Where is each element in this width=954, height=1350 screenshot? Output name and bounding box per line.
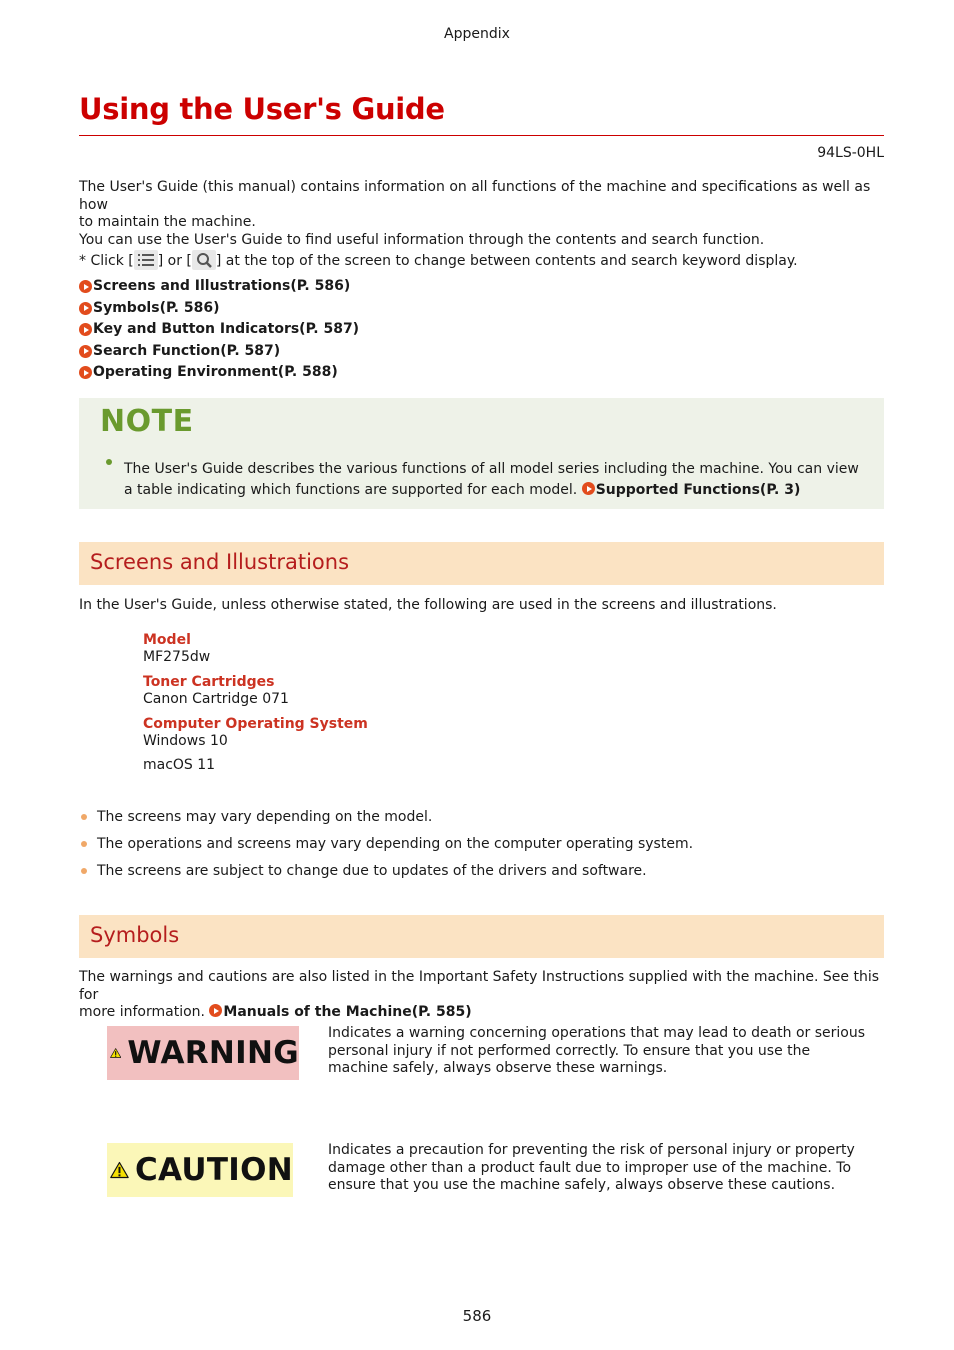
section-heading-symbols: Symbols — [90, 923, 180, 947]
note-bullet-dot — [106, 459, 112, 465]
list-icon — [134, 250, 158, 270]
section-heading-screens: Screens and Illustrations — [90, 550, 350, 574]
click-text-a: * Click [ — [79, 253, 134, 269]
note-body: The User's Guide describes the various functions of all model series including the machine. You can view a table indicating which functions are supported for each model. — [124, 461, 859, 498]
warning-description: Indicates a warning concerning operations that may lead to death or serious personal injury if not performed correctly. To ensure that you use the machine safely, always observe these warnings. — [328, 1025, 866, 1076]
model-value: MF275dw — [143, 649, 211, 665]
model-label: Model — [143, 632, 191, 648]
warning-word: WARNING — [127, 1035, 299, 1071]
intro-line-2: to maintain the machine. — [79, 214, 256, 230]
search-icon — [192, 250, 216, 270]
toc-link-operating-environment[interactable]: Operating Environment(P. 588) — [79, 362, 359, 384]
document-id: 94LS-0HL — [817, 145, 884, 161]
link-arrow-icon — [79, 302, 92, 315]
screens-bullet-1: The screens may vary depending on the model. — [97, 809, 433, 825]
intro-line-1: The User's Guide (this manual) contains information on all functions of the machine and specifications as well as how — [79, 179, 871, 213]
click-text-c: ] at the top of the screen to change between contents and search keyword display. — [215, 253, 798, 269]
intro-paragraph — [79, 179, 884, 271]
bullet-dot — [81, 814, 87, 820]
caution-word: CAUTION — [134, 1152, 293, 1188]
caution-sign — [107, 1143, 293, 1197]
running-header: Appendix — [444, 26, 510, 42]
warning-triangle-icon — [110, 1031, 121, 1075]
section-bar-symbols — [79, 915, 884, 958]
note-link-supported-functions[interactable]: Supported Functions(P. 3) — [582, 482, 801, 498]
link-arrow-icon — [79, 323, 92, 336]
click-text-b: ] or [ — [157, 253, 192, 269]
os-value-macos: macOS 11 — [143, 757, 216, 773]
symbols-intro-line-2: more information. Manuals of the Machine(P. 585) — [79, 1004, 472, 1020]
toner-value: Canon Cartridge 071 — [143, 691, 289, 707]
caution-description: Indicates a precaution for preventing the risk of personal injury or property damage other than a product fault due to improper use of the machine. To ensure that you use the machine safely, always observe these cautions. — [328, 1142, 855, 1193]
link-arrow-icon — [582, 482, 595, 495]
symbols-intro — [79, 969, 884, 1022]
bullet-dot — [81, 868, 87, 874]
toc-link-screens[interactable]: Screens and Illustrations(P. 586) — [79, 276, 359, 298]
caution-triangle-icon — [110, 1148, 129, 1192]
toc-link-key-button[interactable]: Key and Button Indicators(P. 587) — [79, 319, 359, 341]
link-arrow-icon — [79, 280, 92, 293]
toc-link-list — [79, 276, 359, 384]
warning-sign — [107, 1026, 299, 1080]
toc-link-symbols[interactable]: Symbols(P. 586) — [79, 298, 359, 320]
screens-bullet-3: The screens are subject to change due to updates of the drivers and software. — [97, 863, 647, 879]
screens-intro: In the User's Guide, unless otherwise stated, the following are used in the screens and illustrations. — [79, 597, 777, 613]
symbols-intro-line-1: The warnings and cautions are also listed in the Important Safety Instructions supplied with the machine. See this for — [79, 969, 879, 1003]
link-manuals-of-machine[interactable]: Manuals of the Machine(P. 585) — [209, 1004, 471, 1020]
intro-line-3: You can use the User's Guide to find useful information through the contents and search function. — [79, 231, 765, 248]
os-label: Computer Operating System — [143, 716, 368, 732]
toner-label: Toner Cartridges — [143, 674, 275, 690]
note-title: NOTE — [100, 404, 194, 439]
note-text — [124, 459, 864, 501]
link-arrow-icon — [209, 1004, 222, 1017]
link-arrow-icon — [79, 345, 92, 358]
title-divider — [79, 135, 884, 136]
os-value-windows: Windows 10 — [143, 733, 228, 749]
intro-click-line — [79, 250, 884, 271]
bullet-dot — [81, 841, 87, 847]
page-number: 586 — [462, 1307, 492, 1325]
page-title: Using the User's Guide — [79, 92, 445, 126]
toc-link-search-function[interactable]: Search Function(P. 587) — [79, 341, 359, 363]
screens-bullet-2: The operations and screens may vary depending on the computer operating system. — [97, 836, 694, 852]
link-arrow-icon — [79, 366, 92, 379]
